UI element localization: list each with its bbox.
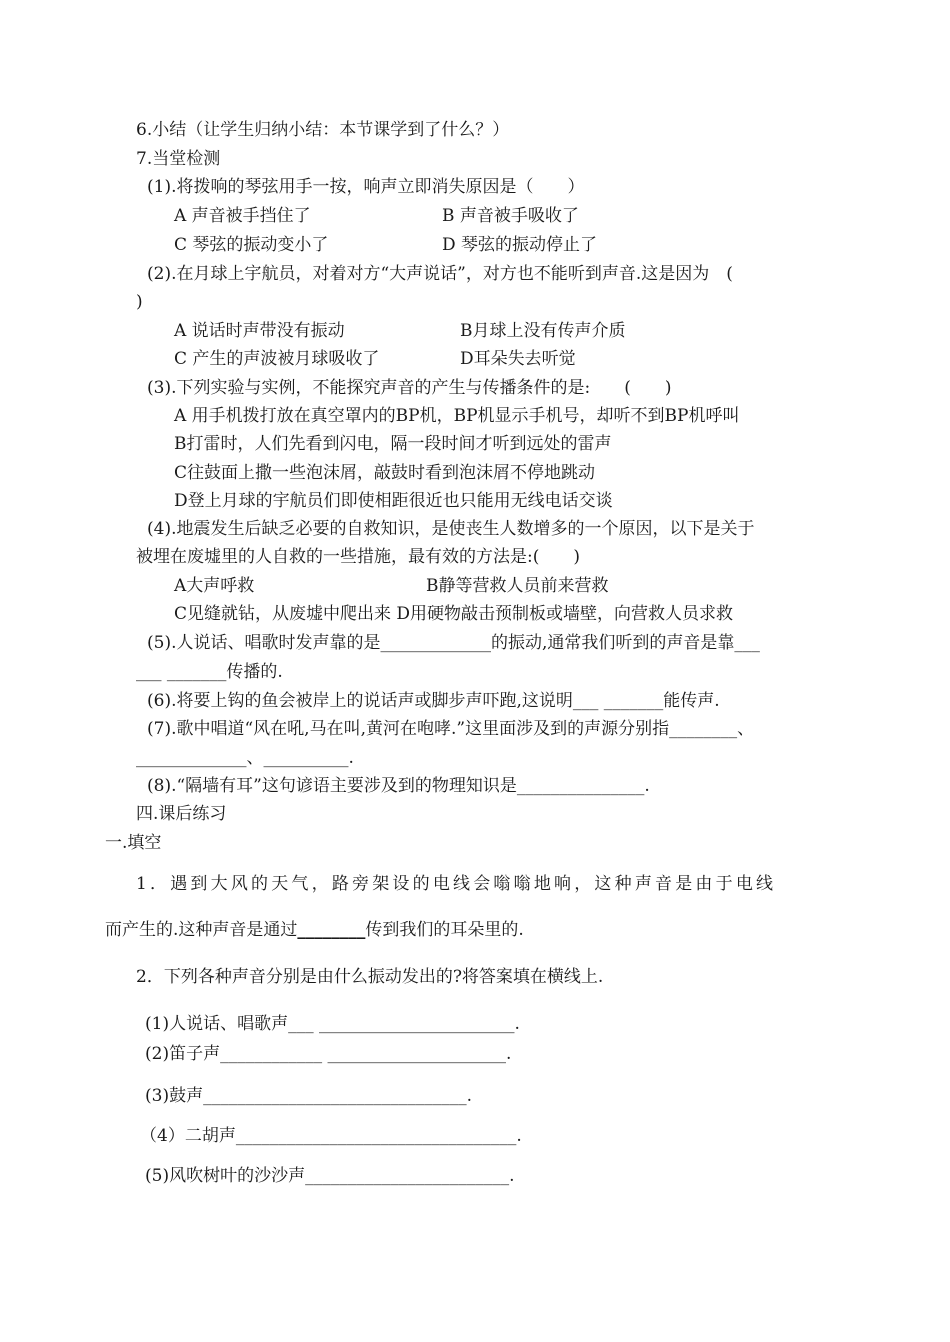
problem-2-item: (2)笛子声____________ _____________________. [145, 1044, 512, 1064]
question-1-option-c: C 琴弦的振动变小了 [174, 235, 329, 255]
question-5-line-2: ___ _______传播的. [136, 662, 283, 682]
problem-2-item: (3)鼓声_______________________________. [145, 1086, 472, 1106]
question-2-option-a: A 说话时声带没有振动 [174, 321, 345, 341]
question-3-option-d: D登上月球的宇航员们即使相距很近也只能用无线电话交谈 [174, 491, 613, 511]
question-3-option-c: C往鼓面上撒一些泡沫屑，敲鼓时看到泡沫屑不停地跳动 [174, 463, 596, 483]
problem-2-item: (5)风吹树叶的沙沙声________________________. [145, 1166, 515, 1186]
problem-1-line-1: 1．遇到大风的天气，路旁架设的电线会嗡嗡地响，这种声音是由于电线 [136, 874, 777, 894]
question-3-stem: (3).下列实验与实例，不能探究声音的产生与传播条件的是: ( ) [147, 378, 672, 398]
question-4-options-c-d: C见缝就钻，从废墟中爬出来 D用硬物敲击预制板或墙壁，向营救人员求救 [174, 604, 734, 624]
question-2-option-c: C 产生的声波被月球吸收了 [174, 349, 380, 369]
problem-2-stem: 2．下列各种声音分别是由什么振动发出的?将答案填在横线上. [136, 967, 604, 987]
fill-in-heading: 一.填空 [105, 833, 162, 853]
question-4-option-b: B静等营救人员前来营救 [426, 576, 609, 596]
question-1-stem: (1).将拨响的琴弦用手一按，响声立即消失原因是（ ） [147, 177, 585, 197]
question-6: (6).将要上钩的鱼会被岸上的说话声或脚步声吓跑,这说明___ _______能传声. [147, 691, 720, 711]
question-8: (8).“隔墙有耳”这句谚语主要涉及到的物理知识是_______________. [147, 776, 650, 796]
question-1-option-b: B 声音被手吸收了 [442, 206, 579, 226]
question-4-stem-cont: 被埋在废墟里的人自救的一些措施，最有效的方法是:( ) [136, 547, 580, 567]
problem-1-line-2: 而产生的.这种声音是通过________传到我们的耳朵里的. [105, 920, 524, 940]
question-7-line-2: _____________、__________. [136, 748, 354, 768]
answer-blank[interactable]: ________ [297, 920, 366, 940]
question-1-option-a: A 声音被手挡住了 [174, 206, 311, 226]
after-class-practice-heading: 四.课后练习 [136, 804, 227, 824]
question-7-line-1: (7).歌中唱道“风在吼,马在叫,黄河在咆哮.”这里面涉及到的声源分别指________、 [147, 719, 755, 739]
question-1-option-d: D 琴弦的振动停止了 [442, 235, 598, 255]
in-class-test-heading: 7.当堂检测 [136, 149, 221, 169]
problem-2-item: (1)人说话、唱歌声___ _______________________. [145, 1014, 520, 1034]
question-2-option-b: B月球上没有传声介质 [460, 321, 626, 341]
summary-line: 6.小结（让学生归纳小结：本节课学到了什么？） [136, 120, 510, 140]
question-4-stem: (4).地震发生后缺乏必要的自救知识，是使丧生人数增多的一个原因，以下是关于 [147, 519, 755, 539]
question-2-stem-end: ) [136, 292, 143, 312]
question-3-option-b: B打雷时，人们先看到闪电，隔一段时间才听到远处的雷声 [174, 434, 612, 454]
question-5-line-1: (5).人说话、唱歌时发声靠的是_____________的振动,通常我们听到的声音是靠___ [147, 633, 760, 653]
problem-2-item: （4）二胡声_________________________________. [140, 1126, 522, 1146]
question-3-option-a: A 用手机拨打放在真空罩内的BP机，BP机显示手机号，却听不到BP机呼叫 [174, 406, 740, 426]
question-2-option-d: D耳朵失去听觉 [460, 349, 576, 369]
question-2-stem: (2).在月球上宇航员，对着对方“大声说话”，对方也不能听到声音.这是因为 ( [147, 264, 733, 284]
question-4-option-a: A大声呼救 [174, 576, 255, 596]
